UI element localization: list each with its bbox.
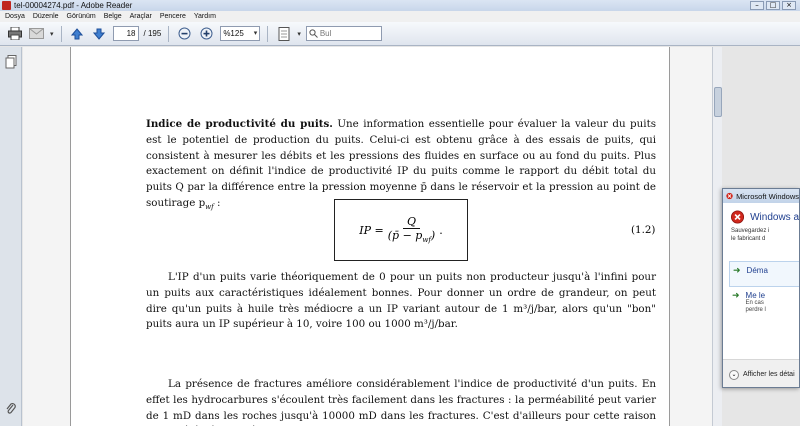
previous-page-button[interactable]	[69, 25, 86, 42]
zoom-select[interactable]	[220, 26, 260, 41]
page-number-input[interactable]: 18	[113, 26, 139, 41]
dialog-body-line: Sauvegardez i	[731, 228, 770, 234]
error-icon	[731, 209, 744, 225]
fit-page-icon	[278, 27, 290, 41]
paragraph-end: :	[213, 196, 221, 209]
green-arrow-icon: ➜	[732, 290, 740, 300]
menu-bar	[0, 11, 800, 22]
plus-circle-icon	[200, 27, 213, 40]
equation-period: .	[439, 223, 443, 237]
title-bar	[0, 0, 800, 11]
dialog-option-restart[interactable]	[729, 261, 800, 287]
fit-dropdown-arrow[interactable]: ▾	[297, 29, 301, 38]
equation-denominator-main: (p̄ − p	[387, 229, 423, 243]
menu-gorunum[interactable]: Görünüm	[66, 13, 96, 20]
menu-duzenle[interactable]: Düzenle	[32, 13, 59, 20]
search-icon	[309, 29, 318, 38]
zoom-in-button[interactable]	[198, 25, 215, 42]
window-title: tel-00004274.pdf - Adobe Reader	[14, 1, 133, 10]
toolbar	[0, 22, 800, 46]
search-field[interactable]	[306, 26, 382, 41]
equation-number: (1.2)	[631, 224, 656, 236]
menu-dosya[interactable]: Dosya	[5, 13, 25, 20]
zoom-dropdown-arrow: ▾	[253, 30, 258, 37]
minimize-button[interactable]: –	[750, 1, 764, 10]
vertical-scrollbar[interactable]	[712, 47, 722, 426]
dialog-body-line: le fabricant d	[731, 235, 766, 242]
pages-icon[interactable]	[5, 55, 17, 69]
paragraph-fractures: La présence de fractures améliore considérablement l'indice de productivité d'un puits. En effet les hydrocarbures s'écoulent très facilement dans les fractures : la perméabilité peut varier de 1 mD dans les roches jusqu'à 10000 mD dans les fractures. C'est d'ailleurs pour cette raison	[146, 378, 656, 422]
print-button[interactable]	[6, 25, 23, 42]
zoom-out-button[interactable]	[176, 25, 193, 42]
equation-fraction	[388, 215, 435, 244]
equation-denominator-sub: wf	[422, 236, 431, 245]
arrow-down-icon	[93, 28, 105, 40]
scrollbar-thumb[interactable]	[714, 87, 722, 117]
navigation-panel	[0, 47, 22, 426]
dialog-body	[723, 225, 799, 243]
dialog-title: Microsoft Windows	[736, 191, 799, 201]
show-details-link[interactable]: Afficher les détai	[743, 371, 795, 378]
dialog-footer	[723, 359, 799, 388]
chevron-down-icon[interactable]: ⌄	[729, 370, 739, 380]
maximize-button[interactable]: □	[766, 1, 780, 10]
menu-belge[interactable]: Belge	[103, 13, 122, 20]
paragraph-ip-range: L'IP d'un puits varie théoriquement de 0 pour un puits non producteur jusqu'à l'infini pour un puits aux caractéristiques idéalement bonnes. Pour donner un ordre de grandeur, on peut dire qu'un puits à huile très médiocre a un IP variant autour de 1 m³/j/bar, alors qu'un "bon" puits aura un IP supérieur à 10, voire 100 ou 1000 m³/j/bar.	[146, 271, 656, 331]
printer-icon	[8, 27, 22, 40]
next-page-button[interactable]	[91, 25, 108, 42]
zoom-value: %125	[223, 29, 244, 38]
page-total: / 195	[143, 29, 162, 38]
toolbar-separator	[267, 26, 268, 42]
envelope-icon	[29, 28, 44, 39]
email-button[interactable]	[28, 25, 45, 42]
option-label: Déma	[746, 266, 768, 275]
toolbar-separator	[168, 26, 169, 42]
dialog-header	[723, 203, 799, 225]
dialog-title-bar	[723, 189, 799, 203]
minus-circle-icon	[178, 27, 191, 40]
window-controls	[750, 1, 796, 10]
equation-box	[334, 199, 468, 261]
windows-error-small-icon	[726, 192, 733, 200]
menu-yardim[interactable]: Yardım	[193, 13, 216, 20]
paragraph-text: Une information essentielle pour évaluer la valeur du puits est le potentiel de production du puits. Celui-ci est obtenu grâce à des essais de puits, qui consistent à mesurer les débits et les pressions des fluides en surface ou au fond du puits. Plus exactement on définit l'indice de productivité IP du puits comme le rapport du débit total du puits Q par la différence entre la pression moyenne p̄ dans le réservoir et la pression au point de soutirage p	[146, 118, 656, 209]
email-dropdown-arrow[interactable]: ▾	[50, 29, 54, 38]
option-sublabel: En cas	[745, 300, 764, 306]
paragraph-heading: Indice de productivité du puits.	[146, 118, 333, 130]
dialog-option-notify[interactable]	[729, 291, 800, 314]
toolbar-separator	[61, 26, 62, 42]
error-dialog	[722, 188, 800, 388]
document-view[interactable]	[23, 47, 720, 426]
close-button[interactable]: ×	[782, 1, 796, 10]
equation-lhs: IP =	[359, 223, 384, 237]
option-sublabel: perdre l	[745, 307, 766, 313]
equation-denominator-end: )	[430, 229, 436, 243]
option-text	[746, 291, 766, 314]
fit-page-button[interactable]	[275, 25, 292, 42]
arrow-up-icon	[71, 28, 83, 40]
subscript-wf: wf	[205, 203, 214, 212]
equation-numerator: Q	[403, 215, 420, 229]
search-placeholder: Bul	[319, 29, 332, 38]
dialog-heading: Windows a	[750, 211, 799, 223]
menu-araclar[interactable]: Araçlar	[129, 13, 152, 20]
paperclip-icon[interactable]	[5, 402, 17, 416]
menu-pencere[interactable]: Pencere	[159, 13, 186, 20]
adobe-reader-icon	[2, 1, 11, 10]
equation	[335, 200, 467, 260]
green-arrow-icon: ➜	[733, 265, 741, 275]
option-label: Me le	[745, 291, 766, 300]
equation-denominator	[388, 229, 435, 244]
pdf-page	[70, 47, 670, 426]
